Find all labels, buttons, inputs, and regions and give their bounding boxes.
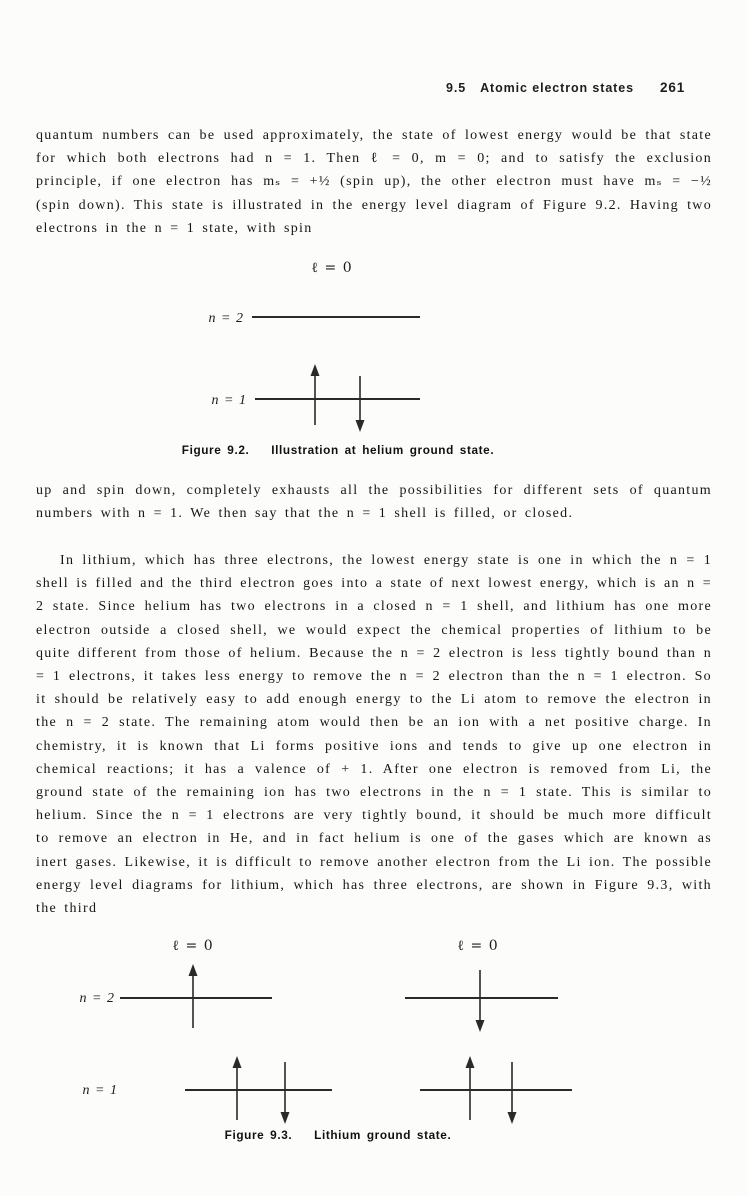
section-number: 9.5 bbox=[446, 81, 467, 95]
lithium-energy-level-diagram-right bbox=[390, 928, 690, 1133]
n1-label: n = 1 bbox=[82, 1083, 118, 1098]
n2-spin-up-arrow-icon bbox=[189, 964, 198, 1028]
spin-up-arrow-icon bbox=[311, 364, 320, 425]
l-quantum-label: ℓ = 0 bbox=[311, 260, 353, 276]
page-number: 261 bbox=[659, 80, 686, 95]
spin-down-arrowhead bbox=[281, 1112, 290, 1124]
lithium-energy-level-diagram-left bbox=[58, 928, 358, 1133]
figure-9-2-caption bbox=[0, 443, 676, 457]
n2-spin-down-arrow-icon bbox=[476, 970, 485, 1032]
spin-down-arrowhead bbox=[508, 1112, 517, 1124]
figure-9-3-caption bbox=[0, 1128, 676, 1142]
n1-label: n = 1 bbox=[211, 393, 247, 408]
n1-spin-down-arrow-icon bbox=[281, 1062, 290, 1124]
l-quantum-label: ℓ = 0 bbox=[172, 938, 214, 954]
figure-9-3-caption-label: Figure 9.3. bbox=[224, 1128, 293, 1142]
paragraph-1: quantum numbers can be used approximately, the state of lowest energy would be that state for which both electrons had n = 1. Then ℓ = 0, m = 0; and to satisfy the exclusion principle, if one electron has mₛ = +½ (spin up), the other electron must have mₛ = −½ (spin down). This state is illustrated in the energy level diagram of Figure 9.2. Having two electrons in the n = 1 state, with spin bbox=[36, 128, 712, 236]
spin-up-arrowhead bbox=[466, 1056, 475, 1068]
helium-energy-level-diagram bbox=[182, 252, 482, 437]
figure-9-3-caption-text: Lithium ground state. bbox=[314, 1128, 452, 1142]
n2-label: n = 2 bbox=[79, 991, 115, 1006]
spin-down-arrow-icon bbox=[356, 376, 365, 432]
n1-spin-down-arrow-icon bbox=[508, 1062, 517, 1124]
spin-up-arrowhead bbox=[233, 1056, 242, 1068]
figure-9-2 bbox=[182, 252, 482, 442]
section-title: Atomic electron states bbox=[480, 81, 634, 95]
n1-spin-up-arrow-icon bbox=[233, 1056, 242, 1120]
spin-down-arrowhead bbox=[476, 1020, 485, 1032]
paragraph-3: In lithium, which has three electrons, the lowest energy state is one in which the n = 1 shell is filled and the third electron goes into a state of next lowest energy, which is an n = 2 state. Since helium has two electrons in a closed n = 1 shell, and lithium has one more electron outside a closed shell, we would expect the chemical properties of lithium to be quite different from those of helium. Because the n = 2 electron is less tightly bound than n = 1 electrons, it takes less energy to remove the n = 2 electron than the n = 1 electron. So it should be relatively easy to add enough energy to the Li atom to remove the electron in the n = 2 state. The remaining atom would then be an ion with a net positive charge. In chemistry, it is known that Li forms positive ions and tends to give up one electron in chemical reactions; it has a valence of + 1. After one electron is removed from Li, the ground state of the remaining ion has two electrons in the n = 1 state. This is similar to helium. Since the n = 1 electrons are very tightly bound, it should be much more difficult to remove an electron in He, and in fact helium is one of the gases which are known as inert gases. Likewise, it is difficult to remove another electron from the Li ion. The possible energy level diagrams for lithium, which has three electrons, are shown in Figure 9.3, with the third bbox=[36, 553, 712, 917]
n1-spin-up-arrow-icon bbox=[466, 1056, 475, 1120]
figure-9-2-caption-text: Illustration at helium ground state. bbox=[271, 443, 495, 457]
figure-9-3-left-diagram bbox=[58, 928, 358, 1138]
figure-9-2-caption-label: Figure 9.2. bbox=[181, 443, 250, 457]
n2-label: n = 2 bbox=[208, 311, 244, 326]
paragraph-2: up and spin down, completely exhausts all the possibilities for different sets of quantum numbers with n = 1. We then say that the n = 1 shell is filled, or closed. bbox=[36, 483, 712, 522]
page-header bbox=[446, 80, 685, 95]
spin-up-arrowhead bbox=[311, 364, 320, 376]
spin-down-arrowhead bbox=[356, 420, 365, 432]
spin-up-arrowhead bbox=[189, 964, 198, 976]
l-quantum-label: ℓ = 0 bbox=[457, 938, 499, 954]
figure-9-3-right-diagram bbox=[390, 928, 690, 1138]
